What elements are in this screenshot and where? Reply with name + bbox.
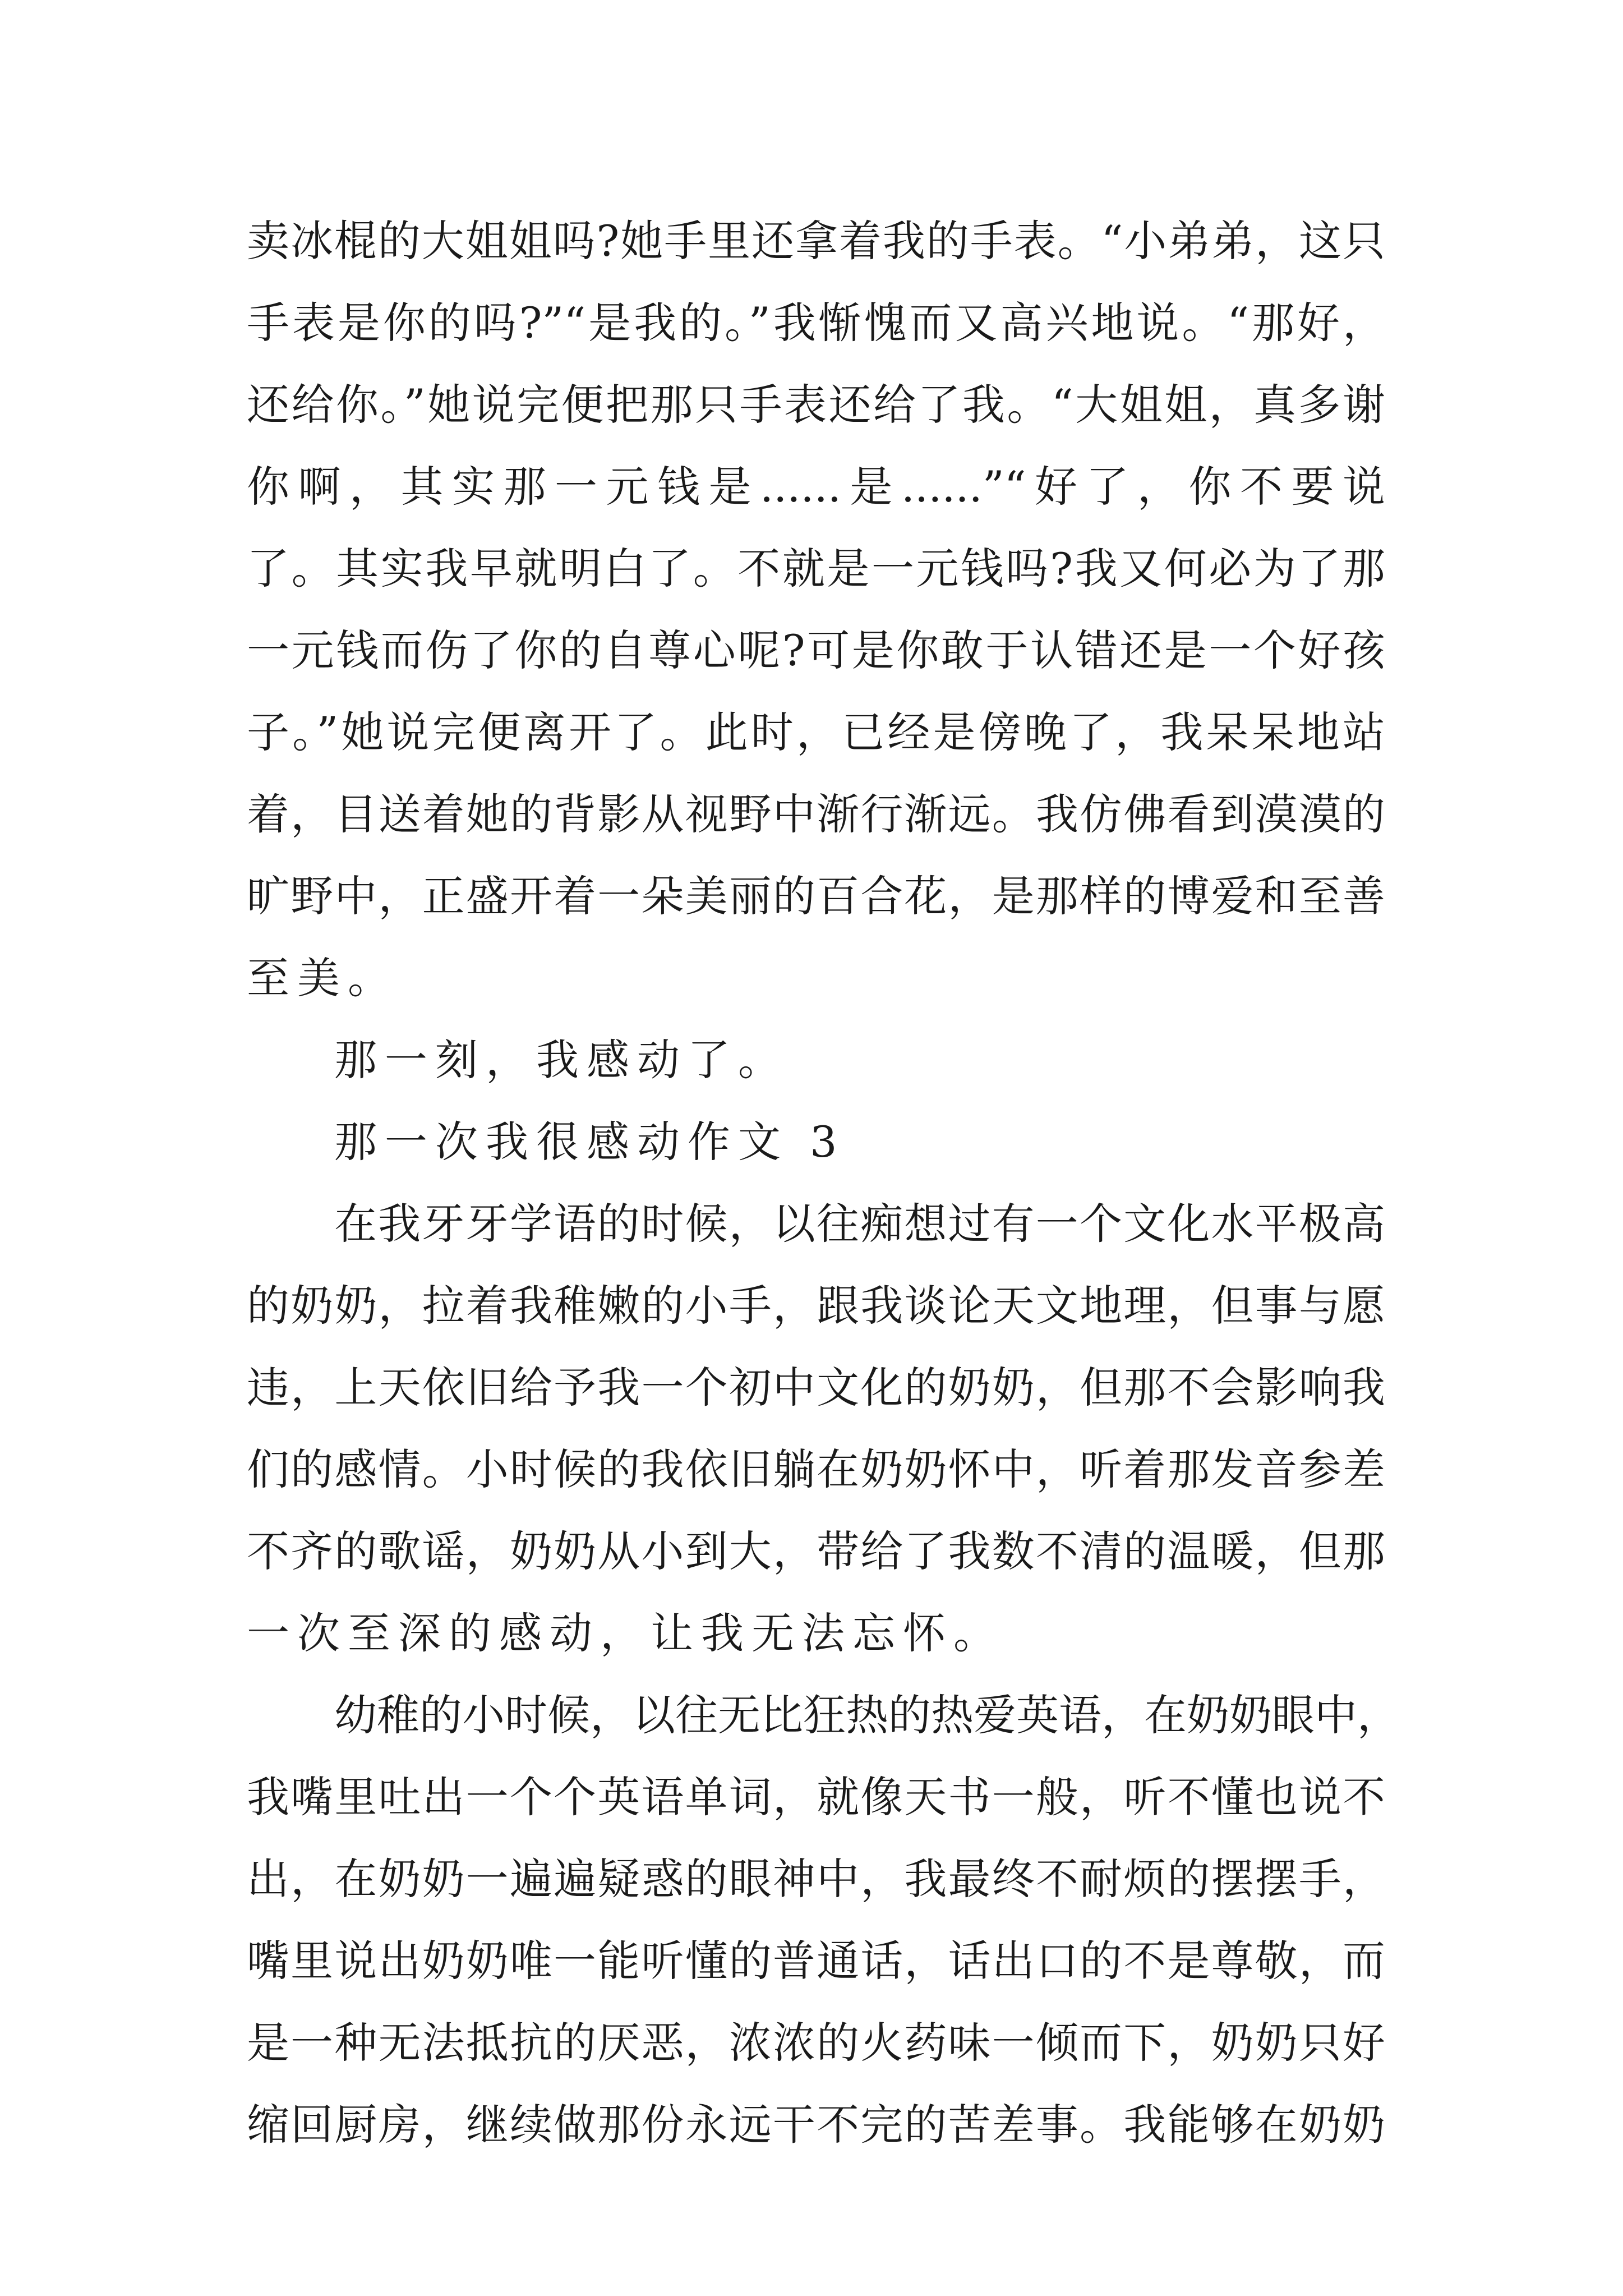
text-line: 你啊，其实那一元钱是......是......”“好了，你不要说: [247, 462, 1385, 512]
text-line: 一元钱而伤了你的自尊心呢?可是你敢于认错还是一个好孩: [247, 625, 1385, 675]
text-line: 了。其实我早就明白了。不就是一元钱吗?我又何必为了那: [247, 544, 1385, 593]
text-line: 幼稚的小时候，以往无比狂热的热爱英语，在奶奶眼中，: [334, 1690, 1400, 1740]
text-line: 违，上天依旧给予我一个初中文化的奶奶，但那不会影响我: [247, 1363, 1385, 1412]
text-line: 旷野中，正盛开着一朵美丽的百合花，是那样的博爱和至善: [247, 871, 1385, 921]
text-line: 手表是你的吗?”“是我的。”我惭愧而又高兴地说。“那好，: [247, 298, 1385, 348]
text-line: 嘴里说出奶奶唯一能听懂的普通话，话出口的不是尊敬，而: [247, 1936, 1385, 1986]
text-line: 至美。: [247, 953, 398, 1003]
text-line: 在我牙牙学语的时候，以往痴想过有一个文化水平极高: [334, 1199, 1385, 1249]
text-line: 是一种无法抵抗的厌恶，浓浓的火药味一倾而下，奶奶只好: [247, 2018, 1385, 2068]
section-heading: 那一次我很感动作文 3: [334, 1117, 845, 1167]
text-line: 卖冰棍的大姐姐吗?她手里还拿着我的手表。“小弟弟，这只: [247, 216, 1385, 266]
text-line: 那一刻，我感动了。: [334, 1035, 789, 1085]
text-line: 着，目送着她的背影从视野中渐行渐远。我仿佛看到漠漠的: [247, 789, 1385, 839]
text-line: 出，在奶奶一遍遍疑惑的眼神中，我最终不耐烦的摆摆手，: [247, 1854, 1385, 1904]
text-line: 缩回厨房，继续做那份永远干不完的苦差事。我能够在奶奶: [247, 2100, 1385, 2150]
text-line: 我嘴里吐出一个个英语单词，就像天书一般，听不懂也说不: [247, 1772, 1385, 1822]
text-line: 一次至深的感动，让我无法忘怀。: [247, 1608, 1004, 1658]
text-line: 还给你。”她说完便把那只手表还给了我。“大姐姐，真多谢: [247, 380, 1385, 430]
text-line: 不齐的歌谣，奶奶从小到大，带给了我数不清的温暖，但那: [247, 1526, 1385, 1576]
text-line: 们的感情。小时候的我依旧躺在奶奶怀中，听着那发音参差: [247, 1444, 1385, 1494]
text-line: 的奶奶，拉着我稚嫩的小手，跟我谈论天文地理，但事与愿: [247, 1281, 1385, 1331]
text-line: 子。”她说完便离开了。此时，已经是傍晚了，我呆呆地站: [247, 707, 1385, 757]
